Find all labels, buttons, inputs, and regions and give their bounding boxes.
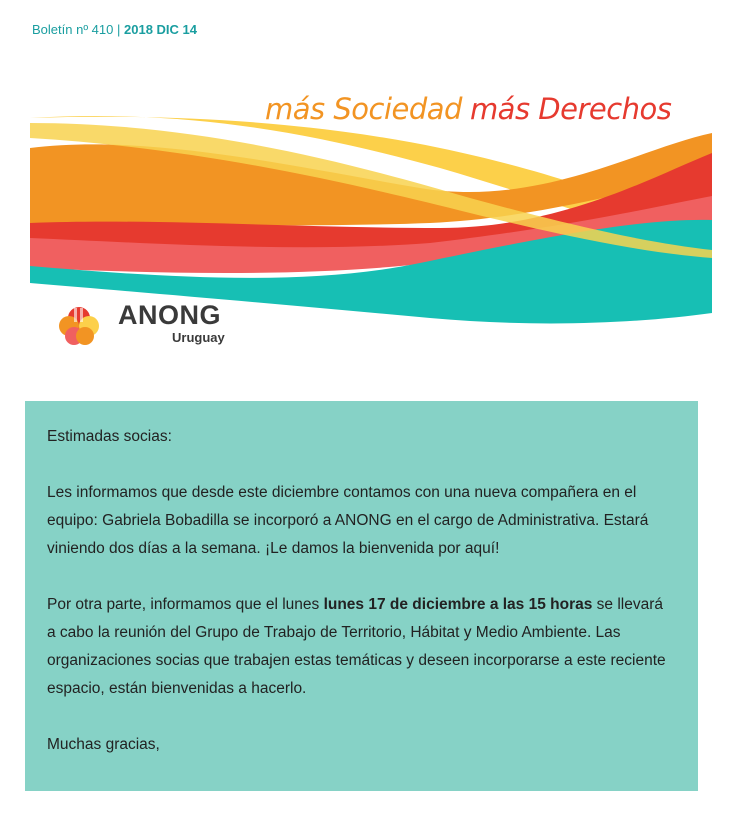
paragraph-new-staff: Les informamos que desde este diciembre contamos con una nueva compañera en el equipo: Gabriela Bobadilla se incorporó a ANONG en el cargo de Administrativa. Estará viniendo dos días a la semana. ¡Le damos la bienvenida por aquí!	[47, 484, 649, 557]
paragraph-meeting-intro: Por otra parte, informamos que el lunes	[47, 596, 324, 613]
newsletter-header	[32, 22, 197, 37]
slogan-part-2: más Derechos	[469, 92, 672, 126]
header-separator: |	[117, 22, 121, 37]
closing: Muchas gracias,	[47, 736, 160, 753]
anong-logo-hands-icon	[52, 296, 112, 356]
meeting-date: lunes 17 de diciembre a las 15 horas	[323, 596, 593, 613]
logo-subtitle: Uruguay	[172, 330, 225, 345]
greeting: Estimadas socias:	[47, 428, 172, 445]
issue-number: Boletín nº 410	[32, 22, 114, 37]
message-box	[25, 401, 698, 791]
paragraph-meeting	[47, 591, 674, 703]
logo-name: ANONG	[118, 300, 221, 330]
slogan-part-1: más Sociedad	[265, 92, 462, 126]
issue-date: 2018 DIC 14	[124, 22, 198, 37]
paragraph-meeting-details: se llevará a cabo la reunión del Grupo de Trabajo de Territorio, Hábitat y Medio Ambiente. Las organizaciones socias que trabajen estas temáticas y deseen incorporarse a este reciente espacio, están bienvenidas a hacerlo.	[47, 596, 666, 697]
